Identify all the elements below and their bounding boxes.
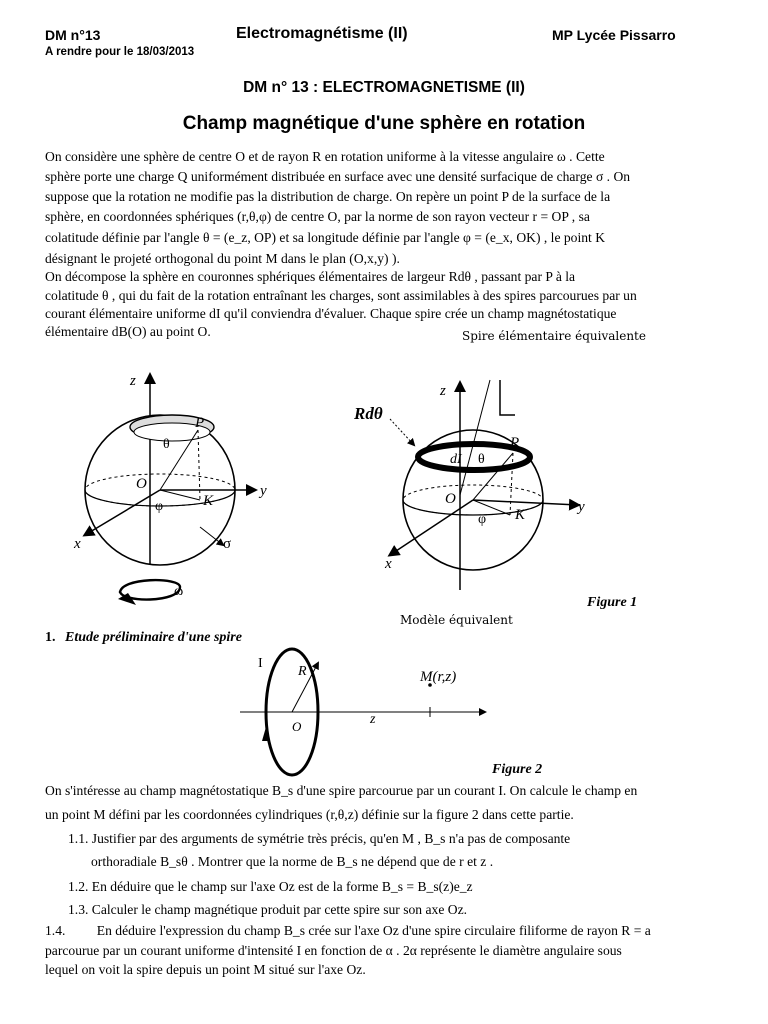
- figure1-label: Figure 1: [587, 595, 638, 610]
- origin-label: O: [136, 476, 147, 492]
- figure1-right-diagram: [350, 375, 610, 605]
- point-p-label: P: [510, 435, 520, 451]
- question-1-4-cont: lequel on voit la spire depuis un point M situé sur l'axe Oz.: [45, 962, 366, 977]
- intro-line: sphère, en coordonnées sphériques (r,θ,φ) de centre O, par la norme de son rayon vecteur r = OP , sa: [45, 209, 590, 224]
- axis-z-label: z: [370, 712, 376, 727]
- phi-label: φ: [478, 512, 487, 527]
- question-number: 1.2.: [68, 879, 89, 894]
- intro-line: colatitude définie par l'angle θ = (e_z, OP) et sa longitude définie par l'angle φ = (e_x, OK) , le point K: [45, 230, 606, 245]
- question-text: En déduire l'expression du champ B_s crée sur l'axe Oz d'une spire circulaire filiforme de rayon R = a: [96, 923, 651, 938]
- axis-z-label: z: [440, 383, 446, 399]
- intro-line: sphère porte une charge Q uniformément distribuée en surface avec une densité surfacique de charge σ . On: [45, 169, 631, 184]
- axis-y-label: y: [260, 483, 267, 499]
- question-number: 1.1.: [68, 831, 89, 846]
- figure1-left-diagram: [60, 365, 290, 615]
- page-subtitle: Champ magnétique d'une sphère en rotation: [182, 113, 586, 134]
- figure2-diagram: [240, 645, 500, 780]
- origin-label: O: [445, 491, 456, 507]
- intro-line: élémentaire dB(O) au point O.: [45, 324, 211, 339]
- intro-line: désignant le projeté orthogonal du point M dans le plan (O,x,y) ).: [45, 251, 400, 266]
- figure2-label: Figure 2: [492, 762, 543, 777]
- question-1-2: [68, 878, 473, 897]
- point-k-label: K: [515, 507, 526, 523]
- section1-number: 1.: [45, 630, 56, 645]
- section1-line: un point M défini par les coordonnées cylindriques (r,θ,z) définie sur la figure 2 dans cette partie.: [45, 807, 574, 822]
- section1-title: Etude préliminaire d'une spire: [65, 630, 242, 645]
- radius-label: R: [298, 664, 307, 679]
- axis-y-label: y: [578, 499, 585, 515]
- section1-heading: [45, 630, 242, 646]
- question-number: 1.3.: [68, 902, 89, 917]
- question-text: Justifier par des arguments de symétrie très précis, qu'en M , B_s n'a pas de composante: [91, 831, 571, 846]
- current-label: I: [258, 656, 263, 671]
- axis-z-label: z: [130, 373, 136, 389]
- question-1-3: [68, 901, 467, 920]
- caption-spire-elementaire: Spire élémentaire équivalente: [462, 329, 646, 343]
- theta-label: θ: [163, 437, 170, 452]
- point-k-label: K: [203, 493, 214, 509]
- axis-x-label: x: [74, 536, 81, 552]
- sigma-label: σ: [223, 536, 232, 552]
- axis-x-label: x: [385, 556, 392, 572]
- point-p-label: P: [195, 415, 205, 431]
- intro-line: On considère une sphère de centre O et de rayon R en rotation uniforme à la vitesse angulaire ω . Cette: [45, 149, 605, 164]
- intro-line: courant élémentaire uniforme dI qu'il conviendra d'évaluer. Chaque spire crée un champ magnétostatique: [45, 306, 617, 321]
- question-1-1: [68, 830, 570, 849]
- rdtheta-label: Rdθ: [354, 404, 383, 423]
- phi-label: φ: [155, 499, 164, 514]
- theta-label: θ: [478, 452, 485, 467]
- point-m-label: M(r,z): [420, 669, 457, 685]
- omega-label: ω: [174, 584, 184, 599]
- question-number: 1.4.: [45, 923, 66, 938]
- question-text: Calculer le champ magnétique produit par cette spire sur son axe Oz.: [91, 902, 467, 917]
- question-1-1-cont: orthoradiale B_sθ . Montrer que la norme de B_s ne dépend que de r et z .: [91, 854, 494, 869]
- question-1-4: [45, 922, 651, 941]
- question-text: En déduire que le champ sur l'axe Oz est de la forme B_s = B_s(z)e_z: [91, 879, 473, 894]
- section1-line: On s'intéresse au champ magnétostatique B_s d'une spire parcourue par un courant I. On calcule le champ en: [45, 783, 638, 798]
- question-1-4-cont: parcourue par un courant uniforme d'intensité I en fonction de α . 2α représente le diamètre angulaire sous: [45, 943, 622, 958]
- intro-line: suppose que la rotation ne modifie pas la distribution de charge. On repère un point P de la surface de la: [45, 189, 611, 204]
- origin-label: O: [292, 719, 302, 734]
- header-left: DM n°13: [45, 27, 101, 43]
- header-right: MP Lycée Pissarro: [552, 27, 676, 43]
- due-date: A rendre pour le 18/03/2013: [45, 46, 195, 58]
- intro-line: colatitude θ , qui du fait de la rotation entraînant les charges, sont assimilables à des spires parcourues par un: [45, 288, 637, 303]
- caption-modele-equivalent: Modèle équivalent: [400, 613, 513, 627]
- di-label: dI: [450, 452, 462, 467]
- intro-line: On décompose la sphère en couronnes sphériques élémentaires de largeur Rdθ , passant par P à la: [45, 269, 576, 284]
- page-title: DM n° 13 : ELECTROMAGNETISME (II): [243, 79, 525, 96]
- header-center: Electromagnétisme (II): [236, 25, 408, 42]
